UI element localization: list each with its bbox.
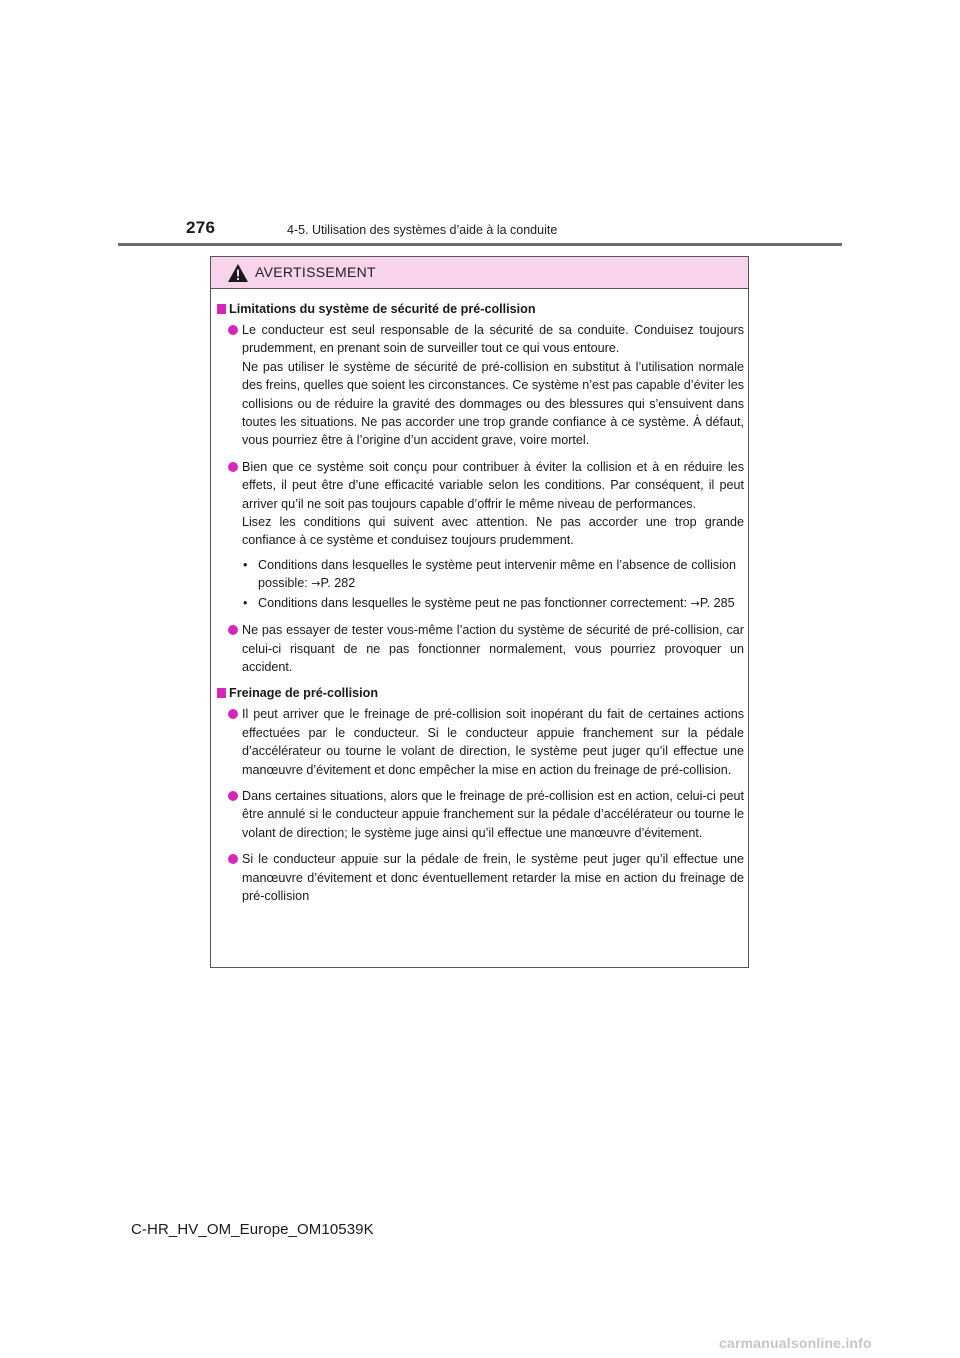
section-heading <box>211 684 750 703</box>
round-bullet-icon <box>228 709 238 719</box>
square-bullet-icon <box>217 688 226 698</box>
list-item <box>211 621 750 676</box>
paragraph: Ne pas utiliser le système de sécurité de pré-collision en substitut à l’utilisation normale des freins, quelles que soient les circonstances. Ce système n’est pas capable d’éviter les collisions ou de réduire la gravité des dommages ou des blessures qui s’ensuivent dans toutes les situations. Ne pas accorder une trop grande confiance à ce système. À défaut, vous pourriez être à l’origine d’un accident grave, voire mortel. <box>242 359 744 448</box>
watermark: carmanualsonline.info <box>719 1335 872 1351</box>
warning-triangle-icon <box>227 263 249 283</box>
round-bullet-icon <box>228 625 238 635</box>
paragraph: Si le conducteur appuie sur la pédale de frein, le système peut juger qu’il effectue une manœuvre d’évitement et donc éventuellement retarder la mise en action du freinage de pré-collision <box>242 852 744 903</box>
warning-title: AVERTISSEMENT <box>255 264 376 280</box>
warning-section <box>211 684 750 905</box>
list-item <box>211 458 750 613</box>
paragraph: Bien que ce système soit conçu pour contribuer à éviter la collision et à en réduire les effets, il peut être d’une efficacité variable selon les conditions. Par conséquent, il peut arriver qu’il ne soit pas toujours capable d’offrir le même niveau de performances. <box>242 459 744 511</box>
list-item <box>211 850 750 905</box>
sub-list-item <box>242 556 744 594</box>
paragraph: Dans certaines situations, alors que le freinage de pré-collision est en action, celui-ci peut être annulé si le conducteur appuie franchement sur la pédale d’accélérateur ou tourne le volant de direction; le système juge ainsi qu’il effectue une manœuvre d’évitement. <box>242 788 744 840</box>
round-bullet-icon <box>228 325 238 335</box>
square-bullet-icon <box>217 304 226 314</box>
list-item <box>211 705 750 779</box>
page-number: 276 <box>186 218 216 237</box>
warning-box <box>210 256 749 968</box>
round-bullet-icon <box>228 462 238 472</box>
document-code: C-HR_HV_OM_Europe_OM10539K <box>131 1221 374 1238</box>
section-heading-text: Limitations du système de sécurité de pré-collision <box>229 302 536 316</box>
arrow-right-icon: → <box>311 577 321 591</box>
round-bullet-icon <box>228 791 238 801</box>
section-heading-text: Freinage de pré-collision <box>229 686 379 701</box>
header-divider <box>118 243 842 246</box>
paragraph: Ne pas essayer de tester vous-même l’action du système de sécurité de pré-collision, car celui-ci risquant de ne pas fonctionner normalement, vous pourriez provoquer un accident. <box>242 623 744 674</box>
paragraph: Le conducteur est seul responsable de la sécurité de sa conduite. Conduisez toujours prudemment, en prenant soin de surveiller tout ce qui vous entoure. <box>242 323 744 356</box>
warning-header <box>211 257 748 289</box>
small-bullet-icon: • <box>243 557 248 572</box>
section-title: 4-5. Utilisation des systèmes d’aide à la conduite <box>287 223 558 237</box>
sub-item-text: Conditions dans lesquelles le système peut ne pas fonctionner correctement: <box>258 595 691 610</box>
warning-section <box>211 300 750 676</box>
warning-body <box>211 300 750 913</box>
arrow-right-icon: → <box>690 596 700 610</box>
round-bullet-icon <box>228 854 238 864</box>
sub-list-item <box>242 594 744 613</box>
paragraph: Lisez les conditions qui suivent avec attention. Ne pas accorder une trop grande confiance à ce système et conduisez toujours prudemment. <box>242 515 744 548</box>
sub-item-text: Conditions dans lesquelles le système peut intervenir même en l’absence de collision possible: <box>258 557 736 591</box>
page-reference-link[interactable]: P. 282 <box>320 576 356 591</box>
list-item <box>211 787 750 842</box>
sub-list <box>242 556 744 613</box>
paragraph: Il peut arriver que le freinage de pré-collision soit inopérant du fait de certaines actions effectuées par le conducteur. Si le conducteur appuie franchement sur la pédale d’accélérateur ou tourne le volant de direction, le système peut juger qu’il effectue une manœuvre d’évitement et donc empêcher la mise en action du freinage de pré-collision. <box>242 707 744 777</box>
page-reference-link[interactable]: P. 285 <box>699 595 735 610</box>
list-item <box>211 321 750 450</box>
section-heading <box>211 300 750 319</box>
small-bullet-icon: • <box>243 595 248 610</box>
